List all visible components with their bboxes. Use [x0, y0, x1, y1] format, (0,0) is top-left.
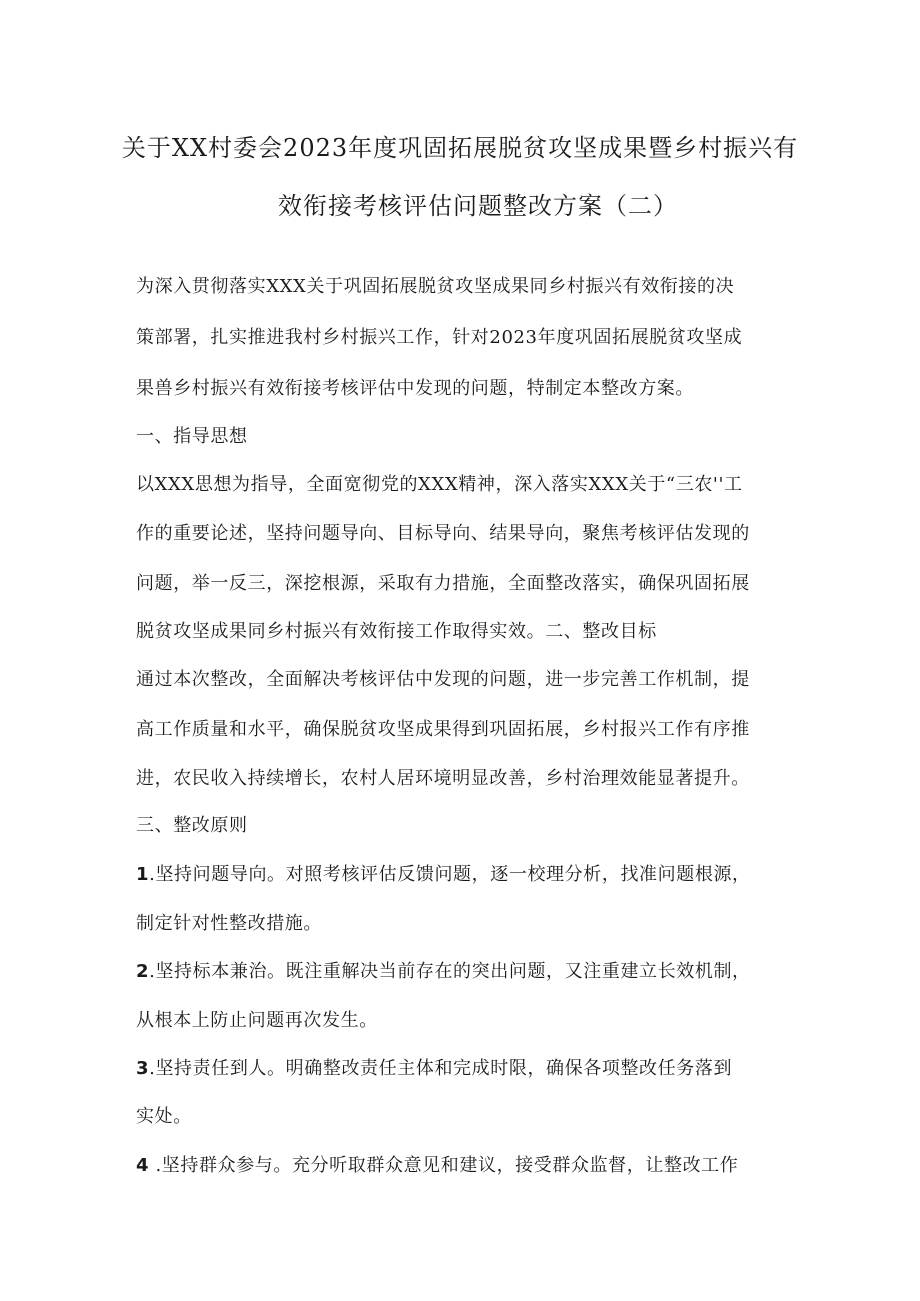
principle-number: 4: [136, 1155, 150, 1176]
intro-line-3: 果兽乡村振兴有效衔接考核评估中发现的问题，特制定本整改方案。: [136, 378, 694, 399]
principle-item-3: [136, 1054, 796, 1080]
section1-line-4: 脱贫攻坚成果同乡村振兴有效衔接工作取得实效。二、整改目标: [136, 621, 657, 642]
section1-line-2: 作的重要论述，坚持问题导向、目标导向、结果导向，聚焦考核评估发现的: [136, 523, 750, 544]
principle-number: 3: [136, 1058, 150, 1079]
section2-line-1: 通过本次整改，全面解决考核评估中发现的问题，进一步完善工作机制，提: [136, 669, 750, 690]
intro-line-1: 为深入贯彻落实XXX关于巩固拓展脱贫攻坚成果同乡村振兴有效衔接的决: [136, 276, 735, 297]
document-title-line-1: 关于XX村委会2023年度巩固拓展脱贫攻坚成果暨乡村振兴有: [121, 134, 799, 162]
principle-item-1: [136, 860, 796, 886]
principle-text: .坚持标本兼治。既注重解决当前存在的突出问题，又注重建立长效机制，: [149, 961, 751, 982]
section-heading-guiding-ideology: 一、指导思想: [136, 426, 248, 447]
intro-line-2: 策部署，扎实推进我村乡村振兴工作，针对2023年度巩固拓展脱贫攻坚成: [136, 327, 743, 348]
principle-item-3-continuation: 实处。: [136, 1106, 192, 1127]
section1-line-1: 以XXX思想为指导，全面宽彻党的XXX精神，深入落实XXX关于“三农''工: [136, 474, 743, 495]
section2-line-2: 高工作质量和水平，确保脱贫攻坚成果得到巩固拓展，乡村报兴工作有序推: [136, 719, 750, 740]
principle-text: .坚持群众参与。充分听取群众意见和建议，接受群众监督，让整改工作: [149, 1155, 739, 1176]
section2-line-3: 进，农民收入持续增长，农村人居环境明显改善，乡村治理效能显著提升。: [136, 768, 750, 789]
document-title-line-2: 效衔接考核评估问题整改方案（二）: [278, 192, 678, 220]
principle-number: 1: [136, 864, 150, 885]
principle-item-2: [136, 957, 796, 983]
principle-number: 2: [136, 961, 150, 982]
principle-item-4: [136, 1151, 796, 1177]
principle-text: .坚持问题导向。对照考核评估反馈问题，逐一校理分析，找准问题根源，: [149, 864, 751, 885]
section-heading-principles: 三、整改原则: [136, 815, 248, 836]
principle-item-2-continuation: 从根本上防止问题再次发生。: [136, 1010, 378, 1031]
principle-text: .坚持责任到人。明确整改责任主体和完成时限，确保各项整改任务落到: [149, 1058, 733, 1079]
section1-line-3: 问题，举一反三，深挖根源，采取有力措施，全面整改落实，确保巩固拓展: [136, 573, 750, 594]
principle-item-1-continuation: 制定针对性整改措施。: [136, 913, 322, 934]
